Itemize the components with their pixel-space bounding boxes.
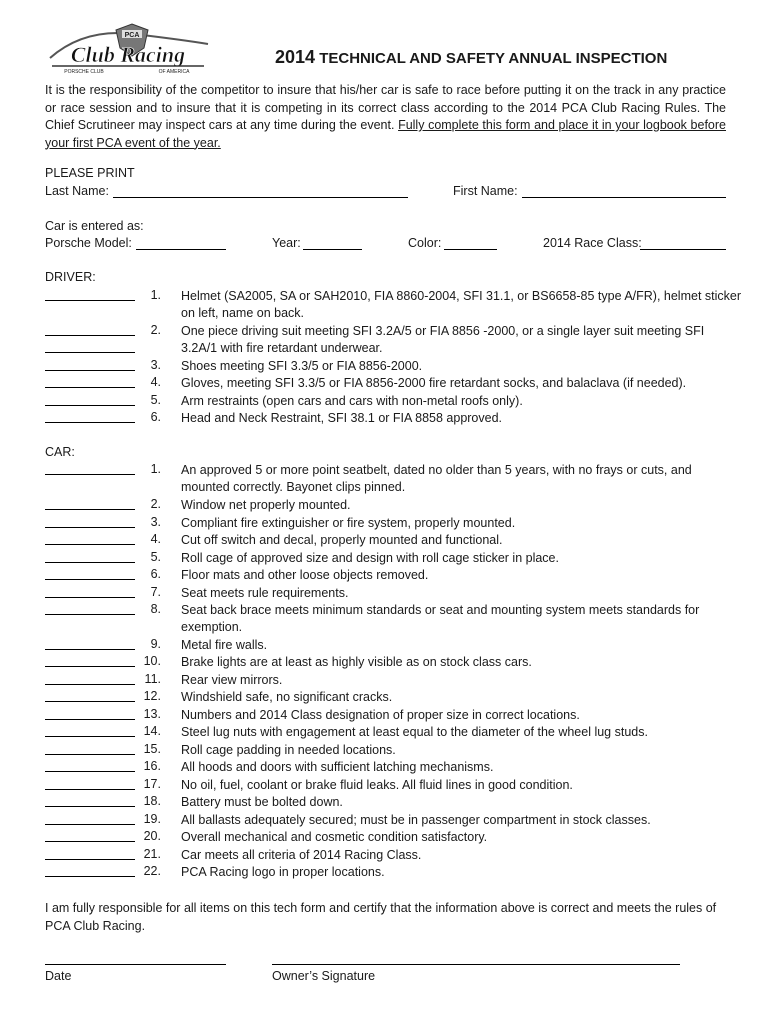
owner-signature-field[interactable] xyxy=(272,964,680,965)
car-item-class-criteria: Car meets all criteria of 2014 Racing Class. xyxy=(181,848,422,862)
car-entered-heading: Car is entered as: xyxy=(45,219,144,233)
car-item-mirrors: Rear view mirrors. xyxy=(181,673,283,687)
driver-heading: DRIVER: xyxy=(45,270,96,284)
car-item-floor-mats: Floor mats and other loose objects removed. xyxy=(181,568,429,582)
car-item-lug-nuts: Steel lug nuts with engagement at least equal to the diameter of the wheel lug studs. xyxy=(181,725,648,739)
intro-paragraph xyxy=(45,82,726,152)
race-class-label: 2014 Race Class: xyxy=(543,236,642,250)
logo-of-america-text: OF AMERICA xyxy=(158,69,190,75)
car-item-number: 8. xyxy=(150,602,161,616)
porsche-model-label: Porsche Model: xyxy=(45,236,132,250)
first-name-field[interactable] xyxy=(522,185,726,198)
page-title xyxy=(275,47,667,68)
date-label: Date xyxy=(45,969,72,983)
race-class-field[interactable] xyxy=(640,237,726,250)
car-item-seatbelt: An approved 5 or more point seatbelt, dated no older than 5 years, with no frays or cuts, and mounted correctly. Bayonet clips pinned. xyxy=(181,463,692,494)
pca-club-racing-logo xyxy=(44,22,212,76)
car-item-number: 17. xyxy=(143,777,161,791)
car-item-roll-cage: Roll cage of approved size and design with roll cage sticker in place. xyxy=(181,551,559,565)
driver-item-gloves: Gloves, meeting SFI 3.3/5 or FIA 8856-2000 fire retardant socks, and balaclava (if needed). xyxy=(181,376,687,390)
driver-item-number: 2. xyxy=(150,323,161,337)
car-item-hoods-doors: All hoods and doors with sufficient latching mechanisms. xyxy=(181,760,494,774)
car-item-cutoff-switch: Cut off switch and decal, properly mounted and functional. xyxy=(181,533,503,547)
car-item-number: 20. xyxy=(143,829,161,843)
car-item-number: 18. xyxy=(143,794,161,808)
certification-statement: I am fully responsible for all items on this tech form and certify that the information above is correct and meets the rules of PCA Club Racing. xyxy=(45,901,717,933)
car-item-number: 19. xyxy=(143,812,161,826)
car-item-number: 2. xyxy=(150,497,161,511)
driver-item-number: 6. xyxy=(150,410,161,424)
car-item-number: 9. xyxy=(150,637,161,651)
driver-item-helmet: Helmet (SA2005, SA or SAH2010, FIA 8860-2004, SFI 31.1, or BS6658-85 type A/FR), helmet sticker on left, name on back. xyxy=(181,289,742,320)
driver-item-number: 4. xyxy=(150,375,161,389)
driver-item-shoes: Shoes meeting SFI 3.3/5 or FIA 8856-2000. xyxy=(181,359,423,373)
driver-item-suit: One piece driving suit meeting SFI 3.2A/5 or FIA 8856 -2000, or a single layer suit meeting SFI 3.2A/1 with fire retardant underwear. xyxy=(181,324,705,355)
car-item-number: 12. xyxy=(143,689,161,703)
car-item-number: 21. xyxy=(143,847,161,861)
car-item-logo: PCA Racing logo in proper locations. xyxy=(181,865,385,879)
please-print-heading: PLEASE PRINT xyxy=(45,166,135,180)
car-item-number: 16. xyxy=(143,759,161,773)
car-item-number: 4. xyxy=(150,532,161,546)
car-item-number: 11. xyxy=(144,672,161,686)
year-field[interactable] xyxy=(303,237,362,250)
logo-club-racing-text: Club Racing xyxy=(70,42,186,67)
car-item-leaks: No oil, fuel, coolant or brake fluid leaks. All fluid lines in good condition. xyxy=(181,778,573,792)
driver-item-head-neck: Head and Neck Restraint, SFI 38.1 or FIA 8858 approved. xyxy=(181,411,503,425)
driver-item-arm-restraints: Arm restraints (open cars and cars with non-metal roofs only). xyxy=(181,394,523,408)
car-item-extinguisher: Compliant fire extinguisher or fire system, properly mounted. xyxy=(181,516,516,530)
car-item-number: 22. xyxy=(143,864,161,878)
logo-porsche-club-text: PORSCHE CLUB xyxy=(64,69,104,75)
car-item-number: 5. xyxy=(150,550,161,564)
first-name-label: First Name: xyxy=(453,184,518,198)
owner-signature-label: Owner’s Signature xyxy=(272,969,376,983)
car-item-number: 10. xyxy=(143,654,161,668)
car-item-condition: Overall mechanical and cosmetic condition satisfactory. xyxy=(181,830,488,844)
car-item-number: 1. xyxy=(150,462,161,476)
title-year: 2014 xyxy=(275,47,316,67)
car-item-number: 7. xyxy=(150,585,161,599)
car-item-windshield: Windshield safe, no significant cracks. xyxy=(181,690,393,704)
last-name-field[interactable] xyxy=(113,185,408,198)
title-text: TECHNICAL AND SAFETY ANNUAL INSPECTION xyxy=(315,50,668,67)
car-heading: CAR: xyxy=(45,445,75,459)
porsche-model-field[interactable] xyxy=(136,237,226,250)
intro-text: It is the responsibility of the competitor to insure that his/her car is safe to race before putting it on the track in any practice or race session and to insure that it is competing in its correct class according to the 2014 PCA Club Racing Rules. The Chief Scrutineer may inspect cars at any time during the event. xyxy=(45,83,726,132)
car-item-battery: Battery must be bolted down. xyxy=(181,795,343,809)
car-item-fire-walls: Metal fire walls. xyxy=(181,638,268,652)
last-name-label: Last Name: xyxy=(45,184,109,198)
car-item-number: 13. xyxy=(143,707,161,721)
year-label: Year: xyxy=(272,236,301,250)
car-item-seat-brace: Seat back brace meets minimum standards or seat and mounting system meets standards for exemption. xyxy=(181,603,700,634)
car-item-seat: Seat meets rule requirements. xyxy=(181,586,349,600)
car-item-ballasts: All ballasts adequately secured; must be in passenger compartment in stock classes. xyxy=(181,813,651,827)
car-item-cage-padding: Roll cage padding in needed locations. xyxy=(181,743,396,757)
intro-instruction: Fully complete this form and place it in your logbook before your first PCA event of the year. xyxy=(45,118,726,150)
color-label: Color: xyxy=(408,236,442,250)
driver-item-number: 1. xyxy=(150,288,161,302)
color-field[interactable] xyxy=(444,237,497,250)
logo-pca-text: PCA xyxy=(124,32,140,39)
car-item-number: 6. xyxy=(150,567,161,581)
date-field[interactable] xyxy=(45,964,226,965)
car-item-numbers: Numbers and 2014 Class designation of proper size in correct locations. xyxy=(181,708,580,722)
car-item-number: 14. xyxy=(143,724,161,738)
car-item-number: 3. xyxy=(150,515,161,529)
driver-check-2b[interactable] xyxy=(45,352,135,353)
driver-item-number: 5. xyxy=(150,393,161,407)
car-item-number: 15. xyxy=(143,742,161,756)
car-item-window-net: Window net properly mounted. xyxy=(181,498,351,512)
driver-item-number: 3. xyxy=(150,358,161,372)
car-item-brake-lights: Brake lights are at least as highly visible as on stock class cars. xyxy=(181,655,532,669)
